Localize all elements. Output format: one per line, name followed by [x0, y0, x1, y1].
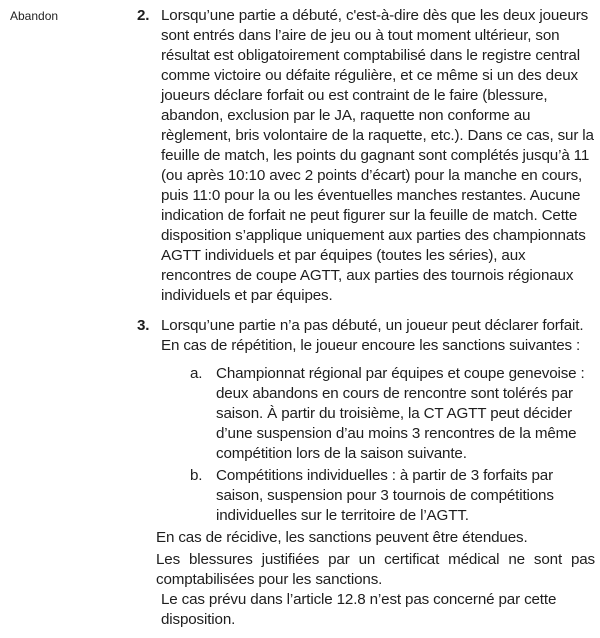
sub-item-text: Championnat régional par équipes et coupe genevoise : deux abandons en cours de rencontre sont tolérés par saison. À partir du troisième, la CT AGTT peut décider d’une suspension d’au moins 3 rencontres de la même compétition lors de la saison suivante. [216, 365, 585, 462]
paragraph-recidive: En cas de récidive, les sanctions peuvent être étendues. [156, 529, 528, 546]
item-number: 2. [137, 7, 150, 24]
list-item-2 [137, 6, 595, 306]
sub-item-letter: a. [190, 365, 203, 382]
paragraph-article-reference: Le cas prévu dans l’article 12.8 n’est pas concerné par cette disposition. [161, 591, 557, 628]
section-label: Abandon [10, 9, 59, 23]
list-item-3 [137, 316, 595, 356]
sub-item-a [190, 364, 595, 464]
sub-item-b [190, 466, 595, 526]
sub-item-letter: b. [190, 467, 203, 484]
article-content [137, 0, 595, 638]
sub-item-list [190, 364, 595, 526]
paragraph-blessures: Les blessures justifiées par un certificat médical ne sont pas comptabilisées pour les sanctions. [156, 551, 595, 588]
sub-item-text: Compétitions individuelles : à partir de 3 forfaits par saison, suspension pour 3 tournois de compétitions individuelles sur le territoire de l’AGTT. [216, 467, 554, 524]
item-text: Lorsqu’une partie n’a pas débuté, un joueur peut déclarer forfait. En cas de répétition, le joueur encoure les sanctions suivantes : [161, 317, 584, 354]
item-text: Lorsqu’une partie a débuté, c'est-à-dire dès que les deux joueurs sont entrés dans l’aire de jeu ou à tout moment ultérieur, son résultat est obligatoirement comptabilisé dans le registre central comme victoire ou défaite régulière, et ce même si un des deux joueurs déclare forfait ou est contraint de le faire (blessure, abandon, exclusion par le JA, raquette non conforme au règlement, bris volontaire de la raquette, etc.). Dans ce cas, sur la feuille de match, les points du gagnant sont complétés jusqu’à 11 (ou après 10:10 avec 2 points d’écart) pour la manche en cours, puis 11:0 pour la ou les éventuelles manches restantes. Aucune indication de forfait ne peut figurer sur la feuille de match. Cette disposition s’applique uniquement aux parties des championnats AGTT individuels et par équipes (toutes les séries), aux rencontres de coupe AGTT, aux parties des tournois régionaux individuels et par équipes. [161, 7, 594, 304]
item-number: 3. [137, 317, 150, 334]
